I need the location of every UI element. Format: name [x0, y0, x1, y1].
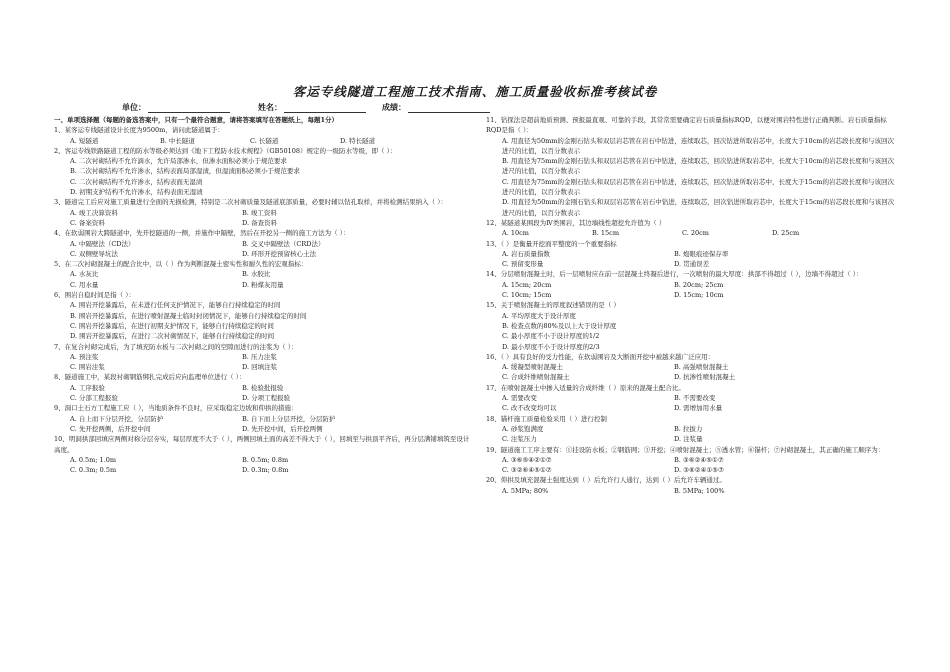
right-column — [486, 115, 898, 496]
answer-option: A. 需要改变 — [502, 394, 537, 403]
answer-option: B. 交叉中隔壁法（CRD法） — [242, 239, 325, 248]
answer-option: B. 15cm — [592, 229, 619, 238]
question-text: 3、隧道完工后应对施工质量进行全面的无损检测，特别是二次衬砌质量及隧道底部质量，必要时辅以钻孔取样，并将检测结果纳入（ ）： — [54, 198, 447, 207]
option-row — [486, 259, 898, 269]
option-row — [54, 218, 474, 228]
name-label: 姓名： — [258, 102, 282, 112]
name-blank[interactable] — [284, 103, 366, 113]
answer-option: C. 二次衬砌结构不允许渗水，结构表面无湿渍 — [70, 177, 203, 186]
answer-option: A. 短隧道 — [70, 136, 99, 145]
answer-option: A. 平均厚度大于设计厚度 — [502, 311, 576, 320]
answer-option: C. 围岩开挖暴露后，在进行初期支护情况下，能够自行持续稳定的时间 — [70, 321, 274, 330]
option-row — [486, 434, 898, 444]
question-text: 2、客运专线铁路隧道工程的防水等级必须达到《地下工程防水技术规程》（GB50108）规定的一级防水等级，即（ ）： — [54, 146, 397, 155]
left-column — [54, 115, 474, 475]
question-text: 18、锚杆施工质量检验采用（ ）进行控制 — [486, 414, 607, 423]
answer-option: C. 预留变形量 — [502, 260, 544, 269]
answer-option: A. 自上而下分层开挖，分层防护 — [70, 414, 164, 423]
section-heading: 一、单项选择题（每题的备选答案中，只有一个最符合题意，请将答案填写在答题纸上，每题1分） — [54, 116, 339, 124]
option-row — [486, 362, 898, 372]
option-row — [54, 239, 474, 249]
answer-option: B. 竣工资料 — [242, 208, 277, 217]
answer-option: A. 中隔壁法（CD法） — [70, 239, 135, 248]
option-row — [486, 228, 898, 238]
answer-option: D. 需增加用水量 — [674, 404, 723, 413]
answer-option: A. 用直径为50mm的金刚石钻头和双层岩芯管在岩石中钻进，连续取芯，回次钻进所取岩芯中，长度大于10cm的岩芯段长度和与该回次进尺的比值，以百分数表示 — [502, 136, 894, 155]
option-row — [486, 486, 898, 496]
answer-option: D. 0.3m; 0.8m — [242, 466, 289, 475]
score-blank[interactable] — [408, 103, 490, 113]
option-row — [486, 372, 898, 382]
answer-option: C. 分部工程报验 — [70, 394, 118, 403]
question-text: 19、隧道施工工序主要有：①挂设防水板；②钢筋网；③开挖；④喷射混凝土；⑤透水管；⑥锚杆；⑦衬砌混凝土，其正确的施工顺序为： — [486, 445, 885, 454]
answer-option: C. 20cm — [682, 229, 709, 238]
option-row — [486, 249, 898, 259]
answer-option: C. 0.3m; 0.5m — [70, 466, 117, 475]
answer-option: B. 水胶比 — [242, 270, 271, 279]
answer-option: A. 竣工决算资料 — [70, 208, 118, 217]
unit-blank[interactable] — [148, 103, 230, 113]
answer-option: B. 检查点数的80%及以上大于设计厚度 — [502, 321, 617, 330]
answer-option: D. 回填注浆 — [242, 363, 278, 372]
answer-option: B. 检验批报验 — [242, 383, 284, 392]
answer-option: A. ③⑥⑤④②①⑦ — [502, 455, 552, 464]
answer-option: D. 贯通误差 — [674, 260, 710, 269]
question-text: 17、在喷射混凝土中掺入适量的合成纤维（ ）原来的混凝土配合比。 — [486, 383, 685, 392]
option-row — [54, 352, 474, 362]
answer-option: D. 用直径为50mm的金刚石钻头和双层岩芯管在岩石中钻进，连续取芯，回次钻进所取岩芯中，长度大于15cm的岩芯段长度和与该回次进尺的比值，以百分数表示 — [502, 198, 895, 217]
answer-option: A. 15cm; 20cm — [502, 280, 552, 289]
answer-option: B. 不需要改变 — [674, 394, 716, 403]
option-row — [486, 280, 898, 290]
option-row — [54, 393, 474, 403]
option-row — [54, 249, 474, 259]
answer-option: A. 水灰比 — [70, 270, 99, 279]
question-text: 7、在复合衬砌完成后，为了填充防水板与二次衬砌之间的空隙而进行的注浆为（ ）： — [54, 342, 298, 351]
answer-option: C. 用直径为75mm的金刚石钻头和双层岩芯管在岩石中钻进，连续取芯，回次钻进所取岩芯中，长度大于15cm的岩芯段长度和与该回次进尺的比值，以百分数表示 — [502, 177, 895, 197]
answer-option: D. 注浆量 — [674, 435, 703, 444]
answer-option: A. 预注浆 — [70, 352, 99, 361]
answer-option: D. 最小厚度不小于设计厚度的2/3 — [502, 342, 600, 351]
option-row — [54, 269, 474, 279]
question-text: 5、在二次衬砌混凝土的配合比中，以（ ）作为判断混凝土密实性和耐久性的宏观指标： — [54, 260, 308, 269]
question-text: 11、钻探法是超前地质预测、预报最直观、可靠的手段，其常常需要确定岩石质量指标RQD，以便对围岩特性进行正确判断。岩石质量指标RQD是指（ ）： — [486, 116, 887, 135]
answer-option: C. 双侧壁导坑法 — [70, 249, 118, 258]
answer-option: B. 自下而上分层开挖，分层防护 — [242, 414, 336, 423]
option-row — [54, 136, 474, 146]
question-text: 9、洞口土石方工程施工应（ ），当地质条件不良时，应采取稳定边坡和仰拱的措施： — [54, 404, 298, 413]
answer-option: C. 用水量 — [70, 280, 99, 289]
question-text: 8、隧道施工中，某段衬砌钢筋绑扎完成后应向监理单位进行（ ）： — [54, 373, 246, 382]
question-text: 10、明洞拱部回填应两侧对称分层夯实，每层厚度不大于（ ），两侧回填土面的高差不得大于（ ），回填至与拱顶平齐后，再分层满铺填筑至设计高度。 — [54, 435, 470, 454]
answer-option: A. 砂浆饱满度 — [502, 424, 544, 433]
answer-option: A. 围岩开挖暴露后，在未进行任何支护情况下，能够自行持续稳定的时间 — [70, 301, 281, 310]
answer-option: D. ③⑥②④①⑤⑦ — [674, 466, 724, 475]
option-row — [486, 393, 898, 403]
answer-option: C. 围岩注浆 — [70, 363, 105, 372]
option-row — [54, 414, 474, 424]
question-text: 15、关于喷射混凝土的厚度叙述错误的是（ ） — [486, 301, 620, 310]
answer-option: C. 改不改变均可以 — [502, 404, 557, 413]
answer-option: B. 用直径为75mm的金刚石钻头和双层岩芯管在岩石中钻进，连续取芯，回次钻进所取岩芯中，长度大于10cm的岩芯段长度和与该回次进尺的比值，以百分数表示 — [502, 157, 895, 176]
answer-option: B. ③⑥②④⑤①⑦ — [674, 455, 724, 464]
option-row — [54, 455, 474, 465]
answer-option: B. 中长隧道 — [160, 136, 195, 145]
answer-option: C. 先开挖两侧，后开挖中间 — [70, 424, 151, 433]
answer-option: C. 最小厚度不小于设计厚度的1/2 — [502, 332, 600, 341]
question-text: 4、在软弱围岩大跨隧道中，先开挖隧道的一侧，并施作中隔壁，然后在开挖另一侧的施工方法为（ ）： — [54, 229, 350, 238]
answer-option: D. 先开挖中间，后开挖两侧 — [242, 424, 323, 433]
option-row — [54, 424, 474, 434]
option-row — [486, 290, 898, 300]
answer-option: A. 缓凝型喷射混凝土 — [502, 363, 563, 372]
option-row — [54, 280, 474, 290]
question-text: 12、某隧道某围段为Ⅳ类围岩，其边墙线性超挖允许值为（ ） — [486, 218, 666, 227]
answer-option: A. 工序报验 — [70, 383, 105, 392]
answer-option: B. 0.5m; 0.8m — [242, 455, 289, 464]
option-row — [486, 465, 898, 475]
unit-label: 单位： — [122, 102, 146, 112]
right-questions — [486, 115, 898, 496]
option-row — [54, 362, 474, 372]
question-text: 14、分层喷射混凝土时，后一层喷射应在前一层混凝土终凝后进行，一次喷射的最大厚度：拱部不得超过（ ），边墙不得超过（ ）： — [486, 270, 863, 279]
answer-option: C. 10cm; 15cm — [502, 291, 552, 300]
answer-option: D. 围岩开挖暴露后，在进行二次衬砌情况下，能够自行持续稳定的时间 — [70, 332, 275, 341]
question-text: 1、某客运专线隧道设计长度为9500m，请问此隧道属于： — [54, 126, 224, 135]
answer-option: B. 高强喷射混凝土 — [674, 363, 729, 372]
answer-option: D. 特长隧道 — [340, 136, 376, 145]
option-row — [486, 403, 898, 413]
answer-option: D. 25cm — [772, 229, 800, 238]
score-field — [382, 102, 490, 113]
answer-option: A. 0.5m; 1.0m — [70, 455, 117, 464]
answer-option: D. 环形开挖预留核心土法 — [242, 249, 317, 258]
unit-field — [122, 102, 230, 113]
answer-option: D. 抗渗性喷射混凝土 — [674, 373, 736, 382]
option-row — [54, 208, 474, 218]
answer-option: A. 岩石质量指数 — [502, 249, 550, 258]
answer-option: B. 拉拔力 — [674, 424, 703, 433]
answer-option: B. 炮眼痕迹保存率 — [674, 249, 729, 258]
answer-option: D. 分项工程报验 — [242, 394, 291, 403]
option-row — [486, 424, 898, 434]
question-text: 13、（ ）是衡量开挖面平整度的一个重要指标 — [486, 239, 617, 248]
answer-option: A. 5MPa; 80% — [502, 486, 549, 495]
answer-option: B. 围岩开挖暴露后，在进行喷射混凝土临时封闭情况下，能够自行持续稳定的时间 — [70, 311, 307, 320]
page-title: 客运专线隧道工程施工技术指南、施工质量验收标准考核试卷 — [292, 84, 658, 99]
answer-option: B. 压力注浆 — [242, 352, 277, 361]
question-text: 6、围岩自稳时间是指（ ）： — [54, 291, 135, 300]
question-text: 20、仰拱及填充混凝土强度达到（ ）后允许行人通行，达到（ ）后允许车辆通过。 — [486, 476, 726, 485]
answer-option: D. 15cm; 10cm — [674, 291, 724, 300]
answer-option: C. 合成纤维喷射混凝土 — [502, 373, 570, 382]
answer-option: A. 10cm — [502, 229, 529, 238]
answer-option: D. 粉煤灰用量 — [242, 280, 284, 289]
answer-option: A. 二次衬砌结构不允许滴水，允许局部渗水，但渗水面积必须小于规范要求 — [70, 157, 287, 166]
answer-option: C. ③②⑥④⑤①⑦ — [502, 466, 552, 475]
answer-option: D. 初期支护结构不允许渗水，结构表面无湿渍 — [70, 188, 203, 197]
left-questions — [54, 125, 474, 475]
answer-option: B. 二次衬砌结构不允许渗水，结构表面局部湿渍，但湿渍面积必须小于规范要求 — [70, 167, 300, 176]
answer-option: C. 备案资料 — [70, 218, 105, 227]
score-label: 成绩： — [382, 102, 406, 112]
option-row — [54, 383, 474, 393]
answer-option: C. 注浆压力 — [502, 435, 537, 444]
answer-option: B. 20cm; 25cm — [674, 280, 724, 289]
name-field — [258, 102, 366, 113]
answer-option: B. 5MPa; 100% — [674, 486, 725, 495]
question-text: 16、（ ）具有良好的受力性能，在软弱围岩及大断面开挖中被越来越广泛应用： — [486, 352, 715, 361]
answer-option: C. 长隧道 — [250, 136, 279, 145]
option-row — [486, 455, 898, 465]
option-row — [54, 465, 474, 475]
answer-option: D. 备查资料 — [242, 218, 278, 227]
